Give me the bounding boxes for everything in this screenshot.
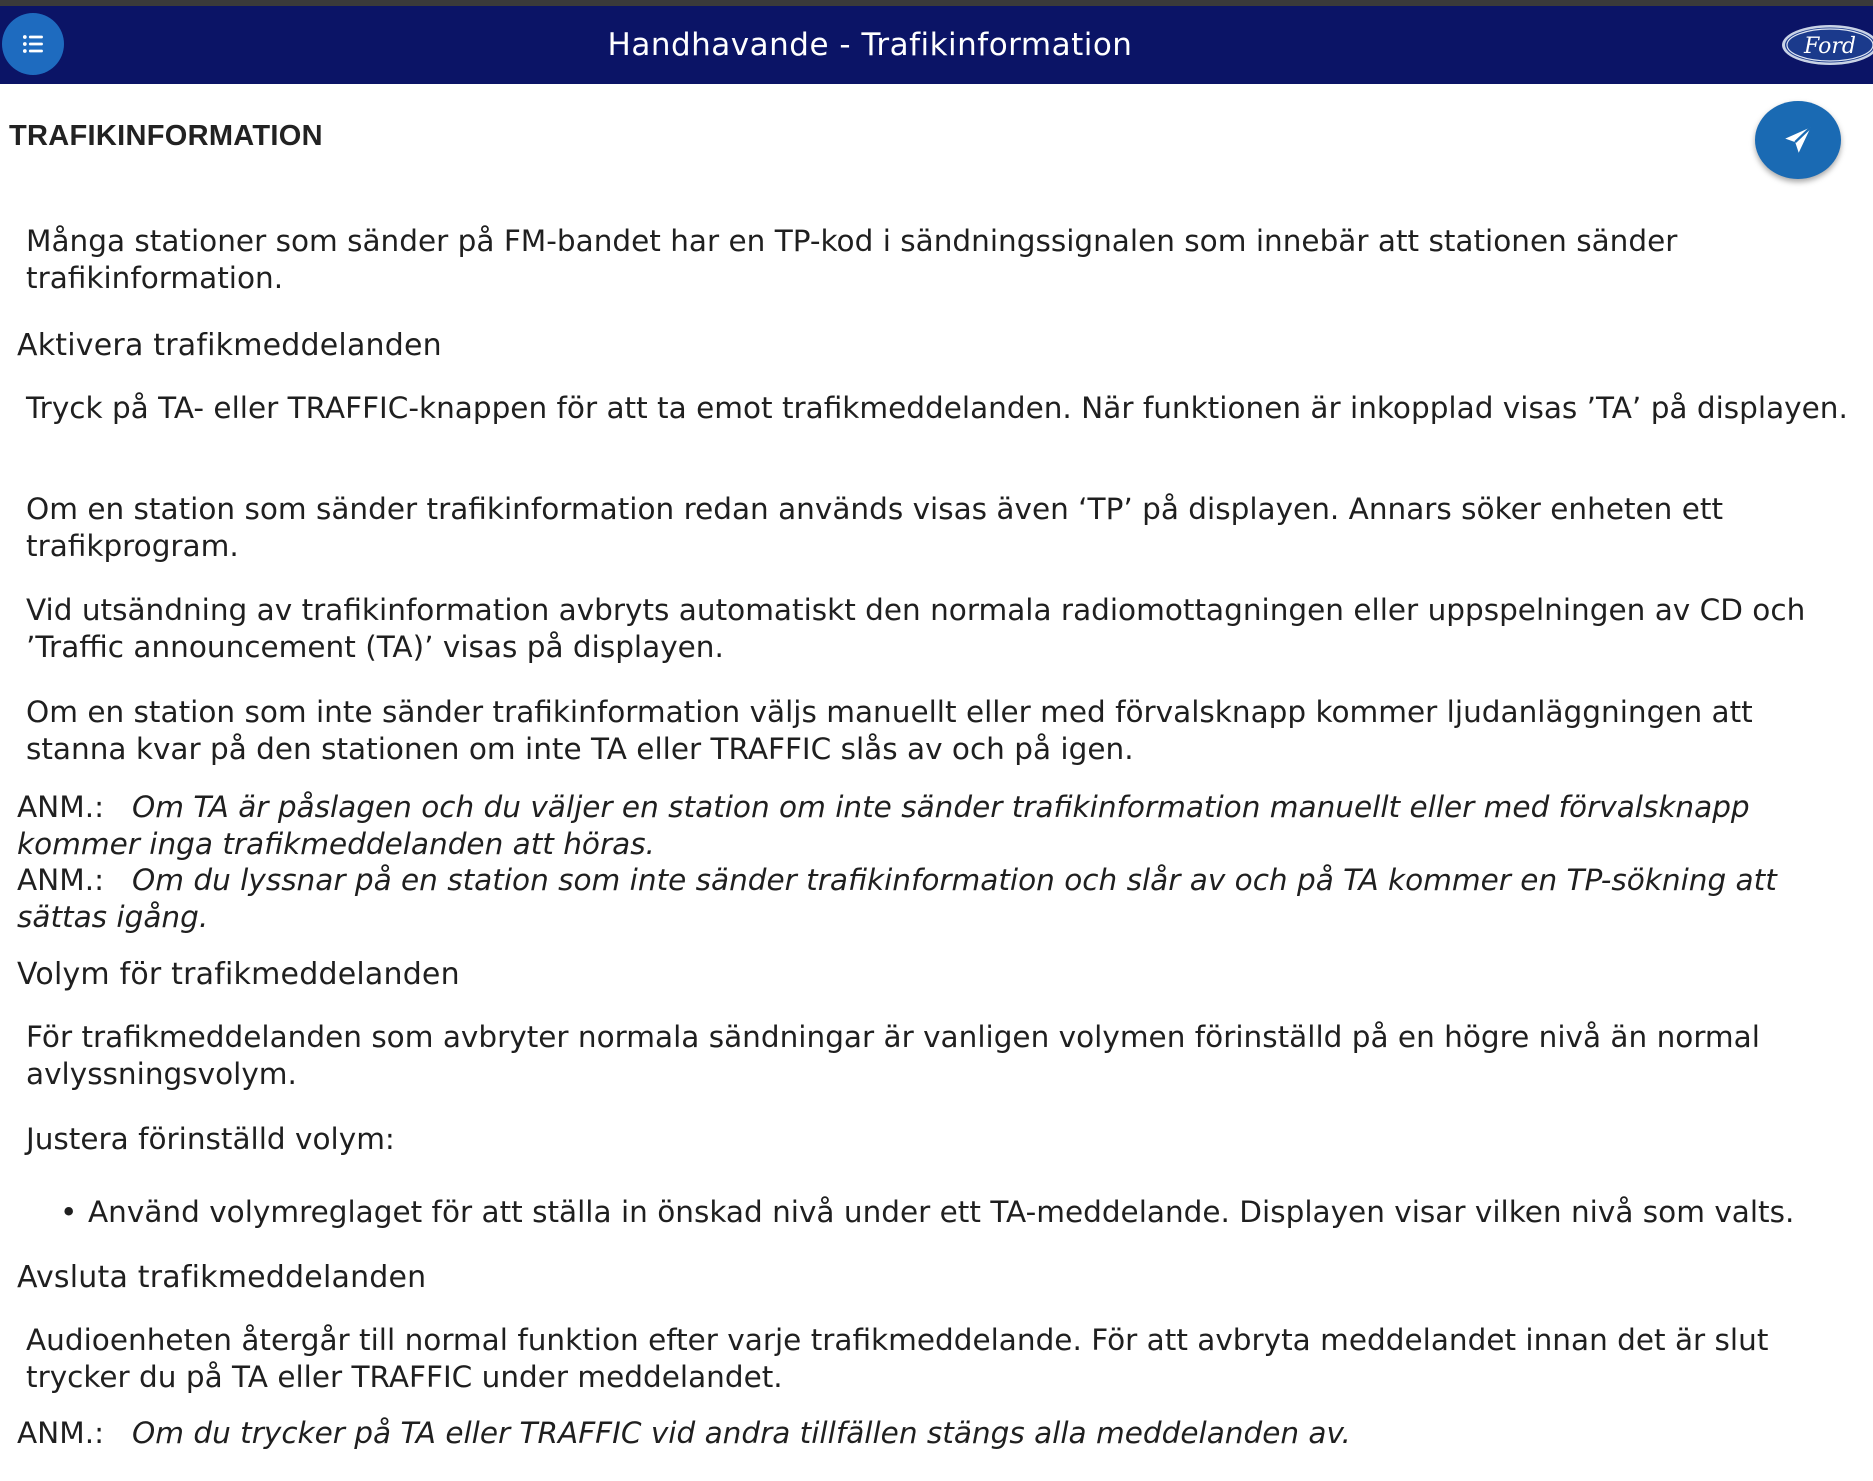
paragraph: För trafikmeddelanden som avbryter normala sändningar är vanligen volymen förinställd på en högre nivå än normal avlyssningsvolym. bbox=[26, 1020, 1760, 1091]
paragraph: Om en station som sänder trafikinformation redan används visas även ‘TP’ på displayen. Annars söker enheten ett trafikprogram. bbox=[26, 492, 1724, 563]
note bbox=[17, 862, 1867, 936]
section-heading-volume: Volym för trafikmeddelanden bbox=[17, 957, 460, 992]
note bbox=[17, 789, 1867, 863]
note-label: ANM.: bbox=[17, 863, 105, 897]
paragraph: Justera förinställd volym: bbox=[26, 1122, 395, 1156]
paragraph: Audioenheten återgår till normal funktion efter varje trafikmeddelande. För att avbryta meddelandet innan det är slut trycker du på TA eller TRAFFIC under meddelandet. bbox=[26, 1323, 1769, 1394]
app-header bbox=[0, 6, 1873, 84]
share-button[interactable] bbox=[1755, 101, 1841, 179]
section-heading-end: Avsluta trafikmeddelanden bbox=[17, 1260, 427, 1295]
note-text: Om du trycker på TA eller TRAFFIC vid andra tillfällen stängs alla meddelanden av. bbox=[132, 1416, 1351, 1450]
list-item bbox=[60, 1194, 1870, 1231]
section-heading-activate: Aktivera trafikmeddelanden bbox=[17, 328, 442, 363]
note-text: Om TA är påslagen och du väljer en station om inte sänder trafikinformation manuellt eller med förvalsknapp kommer inga trafikmeddelanden att höras. bbox=[17, 790, 1750, 861]
paragraph: Tryck på TA- eller TRAFFIC-knappen för att ta emot trafikmeddelanden. När funktionen är inkopplad visas ’TA’ på displayen. bbox=[26, 391, 1848, 425]
bullet-icon: • bbox=[60, 1195, 78, 1229]
note-text: Om du lyssnar på en station som inte sänder trafikinformation och slår av och på TA kommer en TP-sökning att sättas igång. bbox=[17, 863, 1777, 934]
header-title: Handhavande - Trafikinformation bbox=[607, 27, 1133, 63]
page-title: TRAFIKINFORMATION bbox=[9, 120, 323, 152]
paper-plane-icon bbox=[1781, 123, 1815, 157]
note bbox=[17, 1415, 1867, 1452]
paragraph: Vid utsändning av trafikinformation avbryts automatiskt den normala radiomottagningen eller uppspelningen av CD och ’Traffic announcement (TA)’ visas på displayen. bbox=[26, 593, 1806, 664]
list-item-text: Använd volymreglaget för att ställa in önskad nivå under ett TA-meddelande. Displayen visar vilken nivå som valts. bbox=[88, 1195, 1795, 1229]
note-label: ANM.: bbox=[17, 790, 105, 824]
paragraph: Om en station som inte sänder trafikinformation väljs manuellt eller med förvalsknapp kommer ljudanläggningen att stanna kvar på den stationen om inte TA eller TRAFFIC slås av och på igen. bbox=[26, 695, 1753, 766]
note-label: ANM.: bbox=[17, 1416, 105, 1450]
intro-paragraph: Många stationer som sänder på FM-bandet har en TP-kod i sändningssignalen som innebär att stationen sänder trafikinformation. bbox=[26, 224, 1678, 295]
ford-logo bbox=[1780, 23, 1873, 67]
svg-text:Ford: Ford bbox=[1804, 34, 1856, 59]
